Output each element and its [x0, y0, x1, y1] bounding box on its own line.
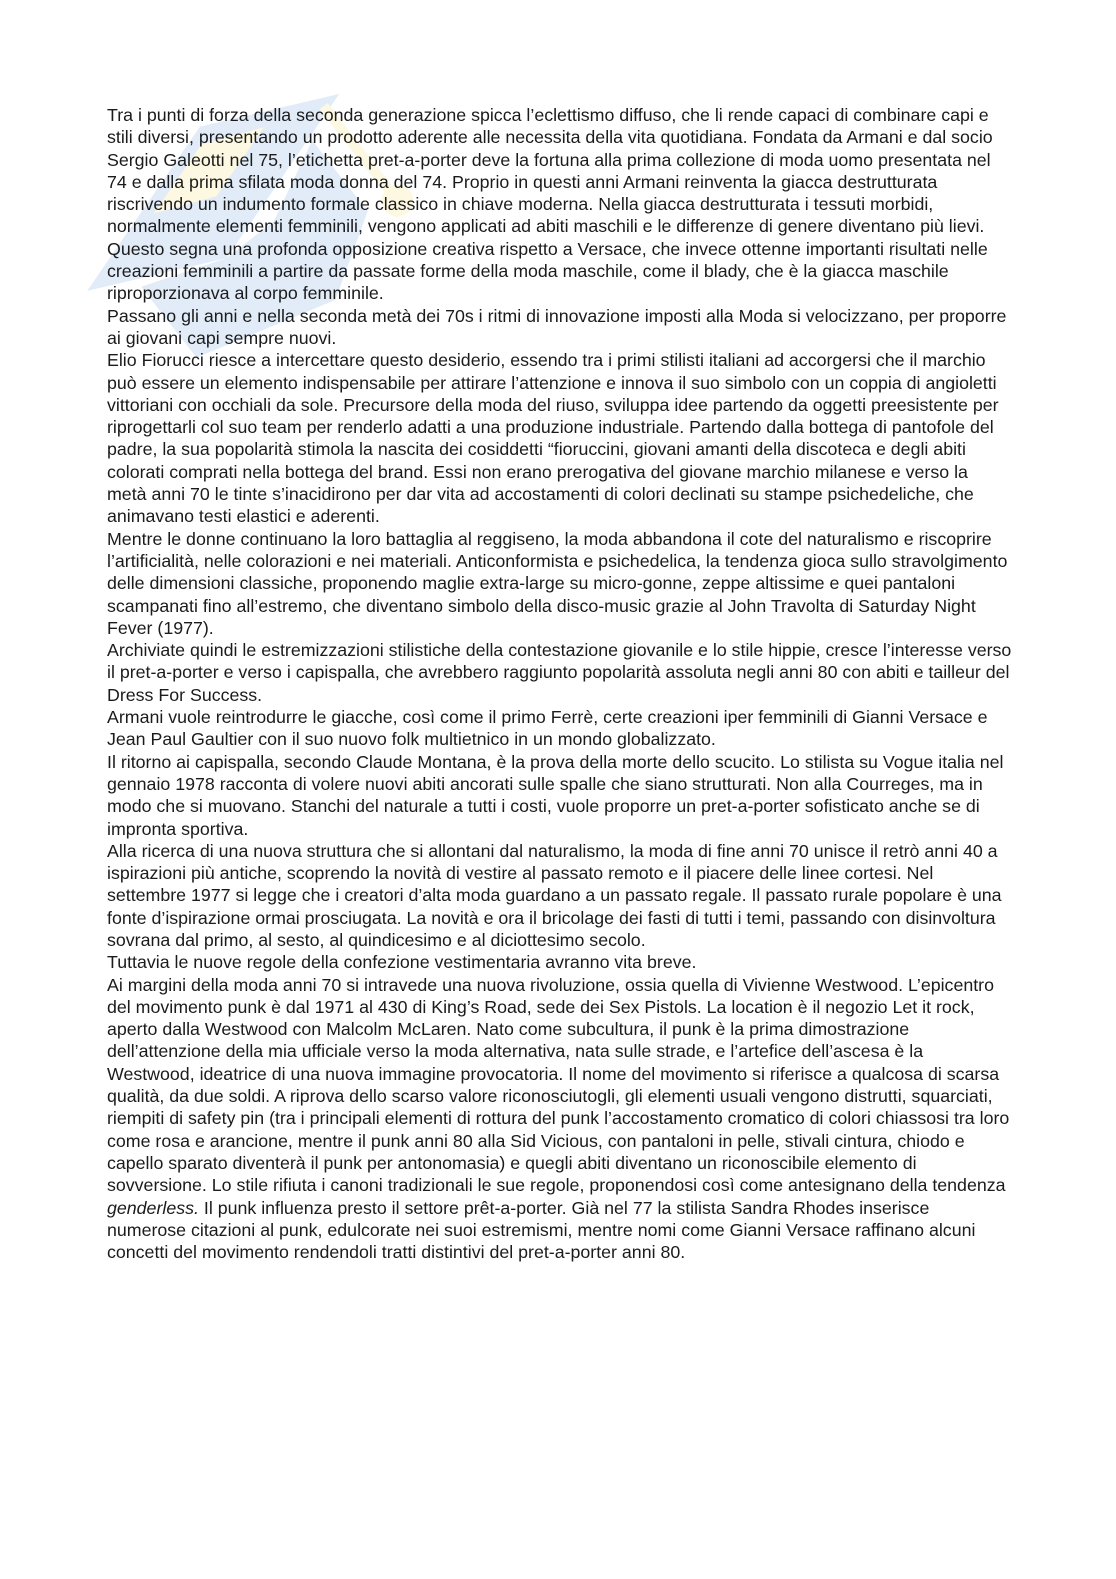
- paragraph-text: Ai margini della moda anni 70 si intravede una nuova rivoluzione, ossia quella di Vivienne Westwood. L’epicentro del movimento punk è dal 1971 al 430 di King’s Road, sede dei Sex Pistols. La location è il negozio Let it rock, aperto dalla Westwood con Malcolm McLaren. Nato come subcultura, il punk è la prima dimostrazione dell’attenzione della mia ufficiale verso la moda alternativa, nata sulle strade, e l’artefice dell’ascesa è la Westwood, ideatrice di una nuova immagine provocatoria. Il nome del movimento si riferisce a qualcosa di scarsa qualità, da due soldi. A riprova dello scarso valore riconosciutogli, gli elementi usuali vengono distrutti, squarciati, riempiti di safety pin (tra i principali elementi di rottura del punk l’accostamento cromatico di colori chiassosi tra loro come rosa e arancione, mentre il punk anni 80 alla Sid Vicious, con pantaloni in pelle, stivali cintura, chiodo e capello sparato diventerà il punk per antonomasia) e quegli abiti diventano un riconoscibile elemento di sovversione. Lo stile rifiuta i canoni tradizionali le sue regole, proponendosi così come antesignano della tendenza: [107, 974, 1010, 1196]
- paragraph: Armani vuole reintrodurre le giacche, così come il primo Ferrè, certe creazioni iper femminili di Gianni Versace e Jean Paul Gaultier con il suo nuovo folk multietnico in un mondo globalizzato.: [107, 707, 988, 750]
- document-body: [107, 104, 1012, 1263]
- paragraph: Alla ricerca di una nuova struttura che si allontani dal naturalismo, la moda di fine anni 70 unisce il retrò anni 40 a ispirazioni più antiche, scoprendo la novità di vestire al passato remoto e il piacere delle linee cortesi. Nel settembre 1977 si legge che i creatori d’alta moda guardano a un passato regale. Il passato rurale popolare è una fonte d’ispirazione ormai prosciugata. La novità e ora il bricolage dei fasti di tutti i temi, passando con disinvoltura sovrana dal primo, al sesto, al quindicesimo e al diciottesimo secolo.: [107, 840, 1002, 950]
- paragraph: Tuttavia le nuove regole della confezione vestimentaria avranno vita breve.: [107, 952, 697, 973]
- paragraph: Archiviate quindi le estremizzazioni stilistiche della contestazione giovanile e lo stile hippie, cresce l’interesse verso il pret-a-porter e verso i capispalla, che avrebbero raggiunto popolarità assoluta negli anni 80 con abiti e tailleur del Dress For Success.: [107, 640, 1012, 705]
- paragraph: Il ritorno ai capispalla, secondo Claude Montana, è la prova della morte dello scucito. Lo stilista su Vogue italia nel gennaio 1978 racconta di volere nuovi abiti ancorati sulle spalle che siano strutturati. Non alla Courreges, ma in modo che si muovano. Stanchi del naturale a tutti i costi, vuole proporre un pret-a-porter sofisticato anche se di impronta sportiva.: [107, 751, 1004, 839]
- paragraph: Elio Fiorucci riesce a intercettare questo desiderio, essendo tra i primi stilisti italiani ad accorgersi che il marchio può essere un elemento indispensabile per attirare l’attenzione e innova il suo simbolo con un coppia di angioletti vittoriani con occhiali da sole. Precursore della moda del riuso, sviluppa idee partendo da oggetti preesistente per riprogettarli col suo team per renderlo adatti a una produzione industriale. Partendo dalla bottega di pantofole del padre, la sua popolarità stimola la nascita dei cosiddetti “fioruccini, giovani amanti della discoteca e degli abiti colorati comprati nella bottega del brand. Essi non erano prerogativa del giovane marchio milanese e verso la metà anni 70 le tinte s’inacidirono per dar vita ad accostamenti di colori declinati su stampe psichedeliche, che animavano testi elastici e aderenti.: [107, 350, 999, 527]
- italic-term: genderless.: [107, 1197, 199, 1218]
- paragraph: Passano gli anni e nella seconda metà dei 70s i ritmi di innovazione imposti alla Moda si velocizzano, per proporre ai giovani capi sempre nuovi.: [107, 305, 1007, 348]
- paragraph: Mentre le donne continuano la loro battaglia al reggiseno, la moda abbandona il cote del naturalismo e riscoprire l’artificialità, nelle colorazioni e nei materiali. Anticonformista e psichedelica, la tendenza gioca sullo stravolgimento delle dimensioni classiche, proponendo maglie extra-large su micro-gonne, zeppe altissime e quei pantaloni scampanati fino all’estremo, che diventano simbolo della disco-music grazie al John Travolta di Saturday Night Fever (1977).: [107, 528, 1008, 638]
- paragraph-tail: Il punk influenza presto il settore prêt-a-porter. Già nel 77 la stilista Sandra Rhodes inserisce numerose citazioni al punk, edulcorate nei suoi estremismi, mentre nomi come Gianni Versace raffinano alcuni concetti del movimento rendendoli tratti distintivi del pret-a-porter anni 80.: [107, 1197, 976, 1263]
- paragraph: Tra i punti di forza della seconda generazione spicca l’eclettismo diffuso, che li rende capaci di combinare capi e stili diversi, presentando un prodotto aderente alle necessita della vita quotidiana. Fondata da Armani e dal socio Sergio Galeotti nel 75, l’etichetta pret-a-porter deve la fortuna alla prima collezione di moda uomo presentata nel 74 e dalla prima sfilata moda donna del 74. Proprio in questi anni Armani reinventa la giacca destrutturata riscrivendo un indumento formale classico in chiave moderna. Nella giacca destrutturata i tessuti morbidi, normalmente elementi femminili, vengono applicati ad abiti maschili e le differenze di genere diventano più lievi. Questo segna una profonda opposizione creativa rispetto a Versace, che invece ottenne importanti risultati nelle creazioni femminili a partire da passate forme della moda maschile, come il blady, che è la giacca maschile riproporzionava al corpo femminile.: [107, 105, 993, 304]
- last-paragraph: [107, 974, 1012, 1264]
